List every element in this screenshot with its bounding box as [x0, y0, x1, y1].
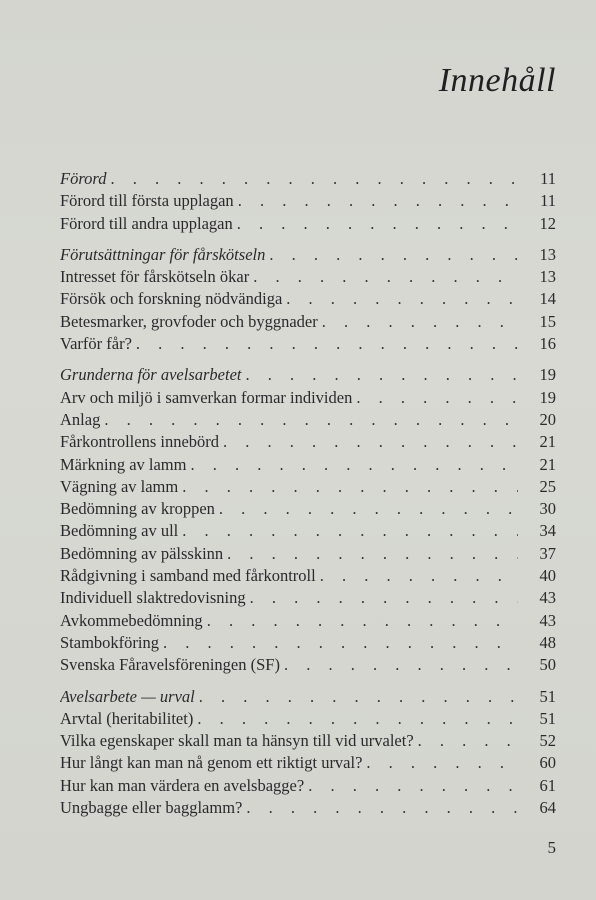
toc-section-heading: [60, 686, 556, 708]
toc-entry: [60, 632, 556, 654]
toc-entry-label: Avelsarbete — urval: [60, 686, 195, 706]
toc-section-heading: [60, 244, 556, 266]
toc-entry-label: Förord till andra upplagan: [60, 213, 233, 233]
toc-entry-page: 37: [539, 543, 556, 563]
toc-entry-label: Individuell slaktredovisning: [60, 588, 246, 608]
toc-entry-page: 61: [539, 775, 556, 795]
dot-leader: [286, 288, 518, 310]
dot-leader: [182, 520, 518, 542]
dot-leader: [182, 476, 518, 498]
dot-leader: [418, 730, 518, 752]
toc-entry: [60, 730, 556, 752]
toc-entry: [60, 431, 556, 453]
toc-entry-page: 19: [539, 365, 556, 385]
table-of-contents: [60, 168, 556, 828]
toc-entry-page: 14: [539, 289, 556, 309]
toc-entry-page: 20: [539, 409, 556, 429]
toc-entry: [60, 288, 556, 310]
page-number: 5: [547, 838, 556, 857]
toc-entry: [60, 610, 556, 632]
toc-entry-label: Intresset för fårskötseln ökar: [60, 267, 250, 287]
dot-leader: [366, 752, 518, 774]
toc-entry-label: Rådgivning i samband med fårkontroll: [60, 566, 316, 586]
toc-entry-page: 51: [539, 686, 556, 706]
toc-entry-label: Bedömning av pälsskinn: [60, 543, 224, 563]
toc-entry-page: 25: [539, 476, 556, 496]
dot-leader: [190, 454, 518, 476]
toc-entry-label: Betesmarker, grovfoder och byggnader: [60, 311, 318, 331]
dot-leader: [250, 587, 518, 609]
toc-entry-page: 19: [539, 387, 556, 407]
toc-entry-label: Stambokföring: [60, 632, 159, 652]
toc-entry-label: Arvtal (heritabilitet): [60, 708, 194, 728]
toc-entry-page: 12: [539, 213, 556, 233]
toc-entry-label: Försök och forskning nödvändiga: [60, 289, 283, 309]
dot-leader: [110, 168, 518, 190]
toc-entry-page: 13: [539, 267, 556, 287]
toc-entry-page: 21: [539, 454, 556, 474]
dot-leader: [308, 775, 518, 797]
toc-entry: [60, 311, 556, 333]
dot-leader: [207, 610, 518, 632]
toc-entry-label: Vägning av lamm: [60, 476, 179, 496]
toc-entry: [60, 409, 556, 431]
dot-leader: [238, 190, 518, 212]
toc-entry-label: Hur långt kan man nå genom ett riktigt urval?: [60, 753, 363, 773]
dot-leader: [237, 213, 518, 235]
toc-entry-label: Varför får?: [60, 334, 132, 354]
dot-leader: [197, 708, 518, 730]
toc-entry: [60, 213, 556, 235]
dot-leader: [219, 498, 518, 520]
dot-leader: [322, 311, 518, 333]
toc-entry-label: Svenska Fåravelsföreningen (SF): [60, 655, 280, 675]
toc-entry: [60, 543, 556, 565]
page-title: Innehåll: [438, 62, 556, 99]
toc-entry: [60, 266, 556, 288]
toc-entry-page: 60: [539, 753, 556, 773]
toc-entry: [60, 454, 556, 476]
toc-section: [60, 244, 556, 355]
toc-entry: [60, 775, 556, 797]
toc-entry: [60, 797, 556, 819]
toc-entry-label: Avkommebedömning: [60, 610, 203, 630]
dot-leader: [104, 409, 518, 431]
toc-entry-label: Anlag: [60, 409, 101, 429]
toc-section-heading: [60, 168, 556, 190]
toc-entry-label: Ungbagge eller bagglamm?: [60, 798, 243, 818]
toc-entry-label: Förord: [60, 169, 107, 188]
toc-entry-label: Vilka egenskaper skall man ta hänsyn till vid urvalet?: [60, 731, 414, 751]
toc-entry-label: Arv och miljö i samverkan formar individen: [60, 387, 353, 407]
toc-entry-page: 34: [539, 521, 556, 541]
toc-entry: [60, 520, 556, 542]
toc-section-heading: [60, 364, 556, 386]
toc-entry-page: 50: [539, 655, 556, 675]
toc-entry: [60, 333, 556, 355]
toc-entry-label: Märkning av lamm: [60, 454, 187, 474]
toc-entry: [60, 565, 556, 587]
toc-entry-page: 43: [539, 588, 556, 608]
toc-entry-page: 15: [539, 311, 556, 331]
dot-leader: [246, 797, 518, 819]
dot-leader: [136, 333, 518, 355]
toc-entry-page: 48: [539, 632, 556, 652]
toc-entry: [60, 708, 556, 730]
toc-entry-label: Bedömning av ull: [60, 521, 179, 541]
toc-entry-page: 11: [540, 191, 556, 211]
toc-entry-page: 51: [539, 708, 556, 728]
toc-section: [60, 168, 556, 235]
toc-entry-page: 16: [539, 334, 556, 354]
dot-leader: [245, 364, 518, 386]
toc-entry: [60, 752, 556, 774]
toc-entry: [60, 654, 556, 676]
dot-leader: [320, 565, 518, 587]
toc-entry: [60, 498, 556, 520]
toc-entry-page: 30: [539, 499, 556, 519]
toc-entry-page: 21: [539, 432, 556, 452]
dot-leader: [253, 266, 518, 288]
toc-entry-page: 13: [539, 244, 556, 264]
toc-section: [60, 364, 556, 676]
toc-entry-label: Förord till första upplagan: [60, 191, 234, 211]
toc-entry-page: 64: [539, 798, 556, 818]
toc-entry-label: Hur kan man värdera en avelsbagge?: [60, 775, 305, 795]
dot-leader: [223, 431, 518, 453]
toc-entry-page: 52: [539, 731, 556, 751]
dot-leader: [284, 654, 518, 676]
dot-leader: [163, 632, 518, 654]
toc-entry-page: 40: [539, 566, 556, 586]
toc-entry-page: 43: [539, 610, 556, 630]
toc-entry-label: Fårkontrollens innebörd: [60, 432, 220, 452]
dot-leader: [356, 387, 518, 409]
dot-leader: [199, 686, 518, 708]
toc-entry: [60, 190, 556, 212]
dot-leader: [227, 543, 518, 565]
toc-entry-label: Grunderna för avelsarbetet: [60, 365, 242, 385]
dot-leader: [269, 244, 518, 266]
toc-entry-page: 11: [540, 169, 556, 188]
toc-entry: [60, 587, 556, 609]
toc-entry-label: Bedömning av kroppen: [60, 499, 215, 519]
toc-entry-label: Förutsättningar för fårskötseln: [60, 244, 266, 264]
toc-entry: [60, 387, 556, 409]
toc-entry: [60, 476, 556, 498]
toc-section: [60, 686, 556, 820]
